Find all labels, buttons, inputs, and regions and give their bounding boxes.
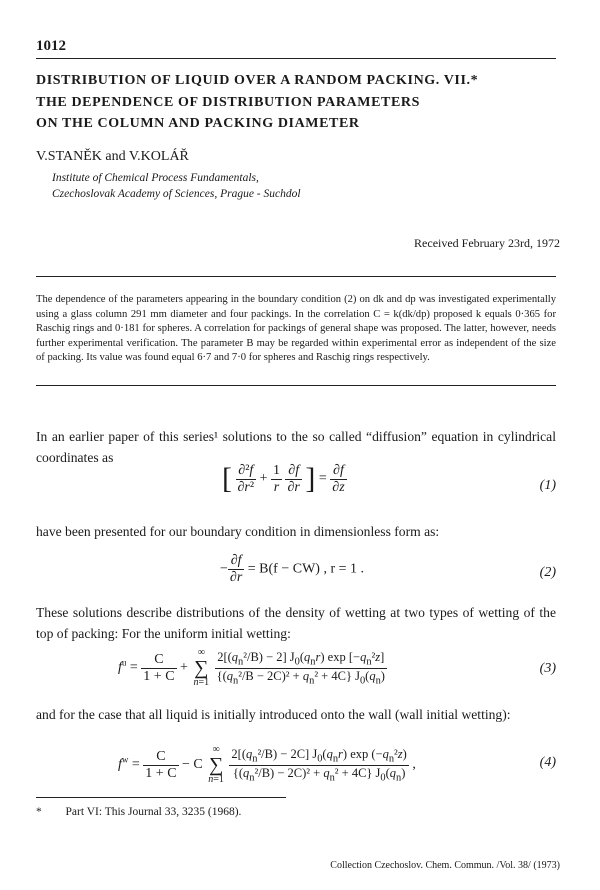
authors: V.STANĚK and V.KOLÁŘ bbox=[36, 149, 189, 164]
equation-2-rhs: = B(f − CW) , r = 1 . bbox=[247, 561, 365, 577]
paragraph-2: have been presented for our boundary condition in dimensionless form as: bbox=[36, 524, 440, 539]
footnote-mark: * bbox=[36, 806, 42, 818]
title-line-3: ON THE COLUMN AND PACKING DIAMETER bbox=[36, 116, 360, 131]
received-date: Received February 23rd, 1972 bbox=[414, 236, 560, 250]
title-line-1: DISTRIBUTION OF LIQUID OVER A RANDOM PACKING. VII.* bbox=[36, 73, 479, 88]
footnote bbox=[36, 806, 241, 818]
affiliation-line-1: Institute of Chemical Process Fundamentals, bbox=[52, 172, 259, 184]
paragraph-4: and for the case that all liquid is initially introduced onto the wall (wall initial wetting): bbox=[36, 707, 511, 722]
equation-number-3: (3) bbox=[539, 661, 556, 676]
journal-footer: Collection Czechoslov. Chem. Commun. /Vol. 38/ (1973) bbox=[330, 860, 560, 871]
footnote-rule bbox=[36, 797, 286, 798]
equation-number-2: (2) bbox=[539, 565, 556, 580]
paragraph-1: In an earlier paper of this series¹ solutions to the so called “diffusion” equation in cylindrical coordinates as bbox=[36, 429, 556, 465]
abstract: The dependence of the parameters appearing in the boundary condition (2) on dk and dp was investigated experimentally using a glass column 291 mm diameter and four packings. In the correlation C = k(dk/dp) proposed k equals 0·365 for Raschig rings and 0·181 for spheres. A correlation for packings of general shape was proposed. The latter, however, needs further experimental verification. The parameter B may be regarded within experimental error as independent of the size of packing. Its value was found equal 6·7 and 7·0 for spheres and Raschig rings respectively. bbox=[36, 294, 556, 364]
equation-2: − $\frac{\partial f}{\partial r}$ = B(f − CW) , r = 1 . bbox=[220, 553, 365, 585]
title-line-2: THE DEPENDENCE OF DISTRIBUTION PARAMETERS bbox=[36, 95, 420, 110]
header-rule bbox=[36, 58, 556, 59]
equation-number-4: (4) bbox=[539, 755, 556, 770]
abstract-top-rule bbox=[36, 276, 556, 277]
affiliation-line-2: Czechoslovak Academy of Sciences, Prague - Suchdol bbox=[52, 188, 301, 200]
equation-1: [ $\frac{\text{∂²f}}{\text{∂r²}}$ + $\frac{1}{r}$ $\frac{\partial f}{\partial r}$ ] = $\frac{\partial f}{\partial z}$ bbox=[222, 462, 345, 495]
equation-4: $f^w$ = $\frac{C}{1 + C}$ − C ∞ ∑ n=1 $\frac{2[(q_n^2/B) - 2C] J_0(q_nr) \exp (-q_n^2z)}{\{(q_n^2/B) - 2C)^2 + q_n^2 + 4C\} J_0(q_n)}$ , bbox=[118, 744, 416, 785]
abstract-bottom-rule bbox=[36, 385, 556, 386]
equation-3: $f^u$ = $\frac{C}{1 + C}$ + ∞ ∑ n=1 $\frac{2[(q_n^2/B) - 2] J_0(q_nr) \exp [-q_n^2z]}{\{(q_n^2/B - 2C)^2 + q_n^2 + 4C\} J_0(q_n)}$ bbox=[118, 647, 385, 688]
page-number: 1012 bbox=[36, 38, 66, 54]
paragraph-3: These solutions describe distributions of the density of wetting at two types of wetting of the top of packing: For the uniform initial wetting: bbox=[36, 605, 556, 641]
footnote-text: Part VI: This Journal 33, 3235 (1968). bbox=[65, 806, 242, 818]
equation-number-1: (1) bbox=[539, 478, 556, 493]
